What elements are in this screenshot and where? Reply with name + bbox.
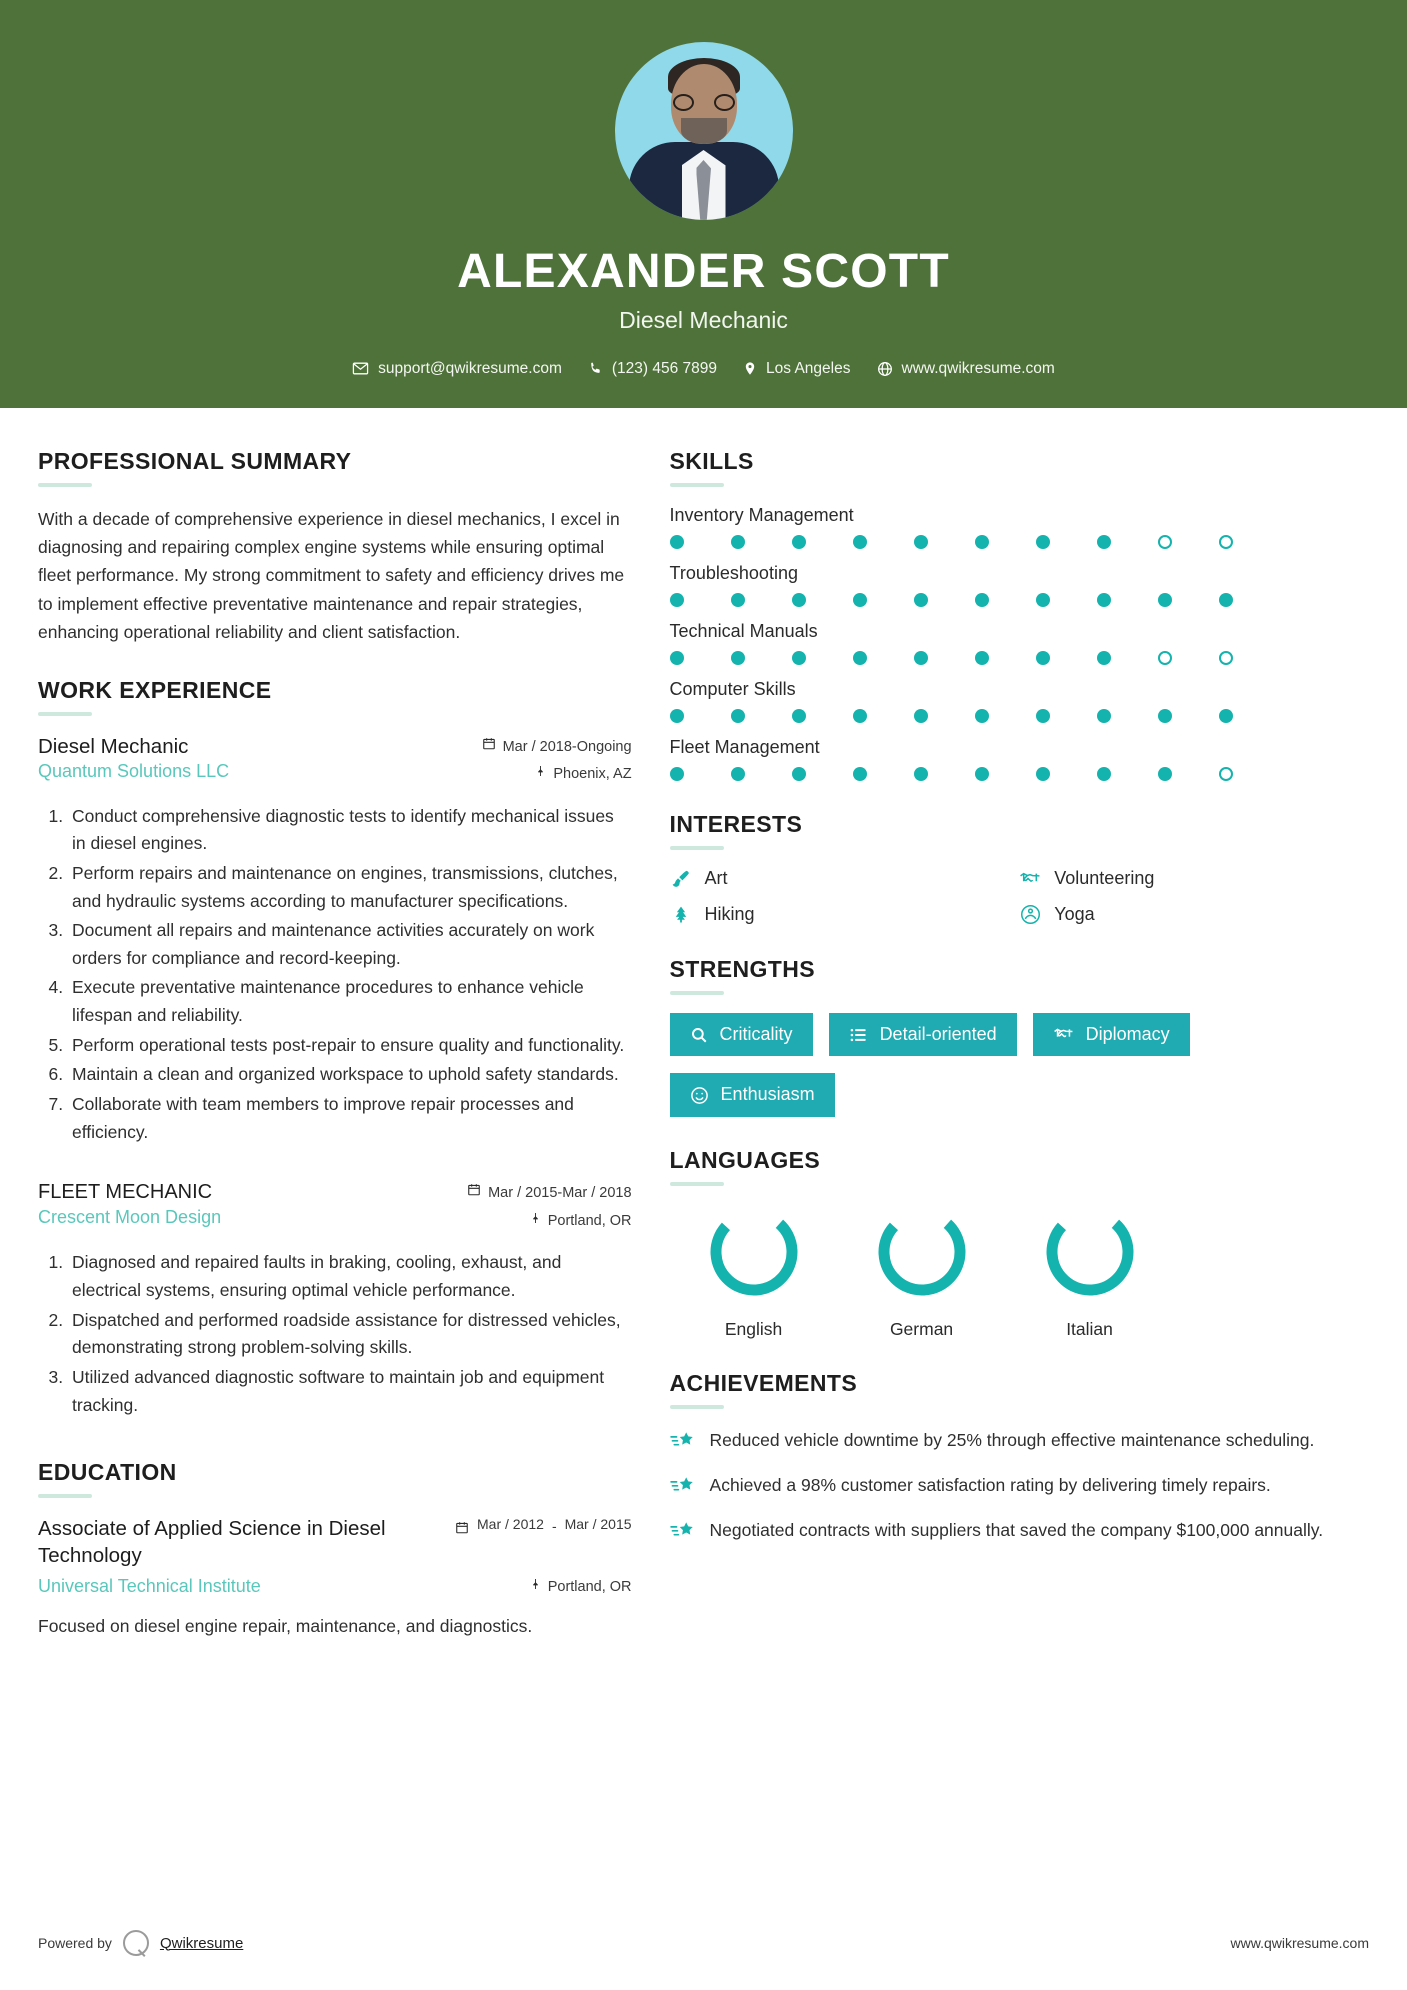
skill-dot-filled [975,767,989,781]
section-rule [670,846,724,850]
duty-item: 2. Perform repairs and maintenance on engines, transmissions, clutches, and hydraulic systems according to manufacturer specifications. [68,860,632,915]
section-rule [38,483,92,487]
skills-list [670,505,1369,781]
job-duties [38,803,632,1147]
skill-dot-filled [914,709,928,723]
education-school: Universal Technical Institute [38,1575,261,1596]
smiley-icon [690,1086,709,1105]
skill-label: Fleet Management [669,736,820,757]
right-column [670,448,1369,1902]
strength-chip-diplomacy [1033,1013,1190,1057]
footer-website[interactable]: www.qwikresume.com [1230,1935,1369,1951]
achievement-item [670,1427,1369,1457]
section-title-skills: SKILLS [669,447,754,474]
language-item [838,1204,1006,1340]
contact-website-text: www.qwikresume.com [901,359,1055,377]
achievement-text: Negotiated contracts with suppliers that saved the company $100,000 annually. [709,1519,1324,1540]
interest-item [1019,904,1369,926]
job-title: Diesel Mechanic [38,734,189,758]
duty-item: 3. Document all repairs and maintenance activities accurately on work orders for compliance and record-keeping. [68,917,632,972]
skill-dot-filled [1097,593,1111,607]
contact-location-text: Los Angeles [766,359,851,377]
education-dates: Mar / 2012 - Mar / 2015 [455,1516,632,1538]
language-item [1006,1204,1174,1340]
skill-dot-filled [1158,593,1172,607]
duty-item: 4. Execute preventative maintenance procedures to enhance vehicle lifespan and reliability. [68,974,632,1029]
skill-dot-filled [670,651,684,665]
skill-dot-filled [731,651,745,665]
strength-chip-enthusiasm [670,1073,835,1117]
job-dates-text: Mar / 2015-Mar / 2018 [488,1185,632,1202]
education-description: Focused on diesel engine repair, maintenance, and diagnostics. [38,1616,533,1637]
job-dates [467,1180,631,1208]
skill-dot-filled [731,535,745,549]
skill-dot-filled [1036,767,1050,781]
phone-icon [588,361,603,376]
skill-dot-filled [670,593,684,607]
education-section [38,1459,632,1639]
education-date-end: Mar / 2015 [564,1516,632,1533]
contact-phone-text: (123) 456 7899 [611,359,718,377]
skill-dot-filled [853,709,867,723]
section-rule [670,1182,724,1186]
section-title-strengths: STRENGTHS [669,955,815,982]
skill-item [670,621,1369,665]
contact-phone[interactable] [588,360,717,378]
skill-label: Inventory Management [669,504,854,525]
skill-dot-empty [1158,535,1172,549]
skill-dot-filled [1036,535,1050,549]
skill-label: Computer Skills [669,678,796,699]
skill-dot-filled [1097,767,1111,781]
skill-dot-filled [1158,709,1172,723]
skill-dot-filled [914,651,928,665]
skill-item [670,505,1369,549]
job-title: FLEET MECHANIC [38,1181,213,1204]
duty-item: 6. Maintain a clean and organized workspace to uphold safety standards. [68,1061,632,1089]
skill-dot-filled [1097,709,1111,723]
skill-dot-filled [914,535,928,549]
duty-item: 1. Diagnosed and repaired faults in braking, cooling, exhaust, and electrical systems, ensuring optimal vehicle performance. [68,1249,632,1304]
resume-body [0,408,1407,1902]
section-title-interests: INTERESTS [669,810,803,837]
languages-section [670,1147,1369,1340]
language-label: German [889,1318,954,1339]
skill-dot-filled [1219,709,1233,723]
language-progress-ring [874,1204,970,1300]
skill-dot-filled [670,767,684,781]
calendar-icon [467,1180,481,1208]
languages-list [670,1204,1369,1340]
interests-section [670,811,1369,926]
job-company: Quantum Solutions LLC [38,761,230,782]
interest-label: Volunteering [1054,868,1155,889]
achievements-section [670,1370,1369,1547]
professional-summary-section [38,448,632,647]
skill-dot-filled [1097,651,1111,665]
achievement-item [670,1472,1369,1502]
job-location [482,761,632,789]
job-dates [482,734,632,762]
education-location-text: Portland, OR [547,1578,632,1595]
skill-dot-filled [975,709,989,723]
skill-dot-filled [975,593,989,607]
job-location-text: Phoenix, AZ [553,766,632,783]
contact-bar [0,360,1407,378]
job-duties [38,1249,632,1419]
skill-rating [670,535,1369,549]
duty-item: 5. Perform operational tests post-repair to ensure quality and functionality. [68,1032,632,1060]
skill-dot-filled [792,767,806,781]
strengths-list [670,1013,1369,1117]
work-experience-section [38,677,632,1420]
section-rule [670,483,724,487]
duty-item: 2. Dispatched and performed roadside assistance for distressed vehicles, demonstrating strong problem-solving skills. [68,1307,632,1362]
skill-dot-empty [1219,535,1233,549]
skill-dot-filled [853,593,867,607]
resume-header [0,0,1407,408]
contact-email-text: support@qwikresume.com [378,359,562,377]
interest-item [670,904,1020,926]
section-title-languages: LANGUAGES [669,1146,821,1173]
shooting-star-icon [670,1430,696,1457]
skill-item [670,737,1369,781]
duty-item: 1. Conduct comprehensive diagnostic tests to identify mechanical issues in diesel engines. [68,803,632,858]
skill-dot-filled [731,593,745,607]
interest-label: Yoga [1054,904,1095,925]
skill-dot-filled [1219,593,1233,607]
language-label: English [724,1318,783,1339]
duty-item: 7. Collaborate with team members to improve repair processes and efficiency. [68,1091,632,1146]
achievement-text: Achieved a 98% customer satisfaction rating by delivering timely repairs. [709,1474,1271,1495]
candidate-name: ALEXANDER SCOTT [457,245,950,298]
job-dates-text: Mar / 2018-Ongoing [502,738,632,755]
strength-chip-detail-oriented [829,1013,1017,1057]
skill-rating [670,709,1369,723]
achievement-item [670,1517,1369,1547]
skill-dot-filled [1097,535,1111,549]
duty-item: 3. Utilized advanced diagnostic software to maintain job and equipment tracking. [68,1364,632,1419]
education-location [530,1574,632,1602]
education-degree: Associate of Applied Science in Diesel Technology [38,1517,386,1567]
tree-icon [670,904,692,926]
strength-label: Diplomacy [1085,1023,1170,1044]
job-location [467,1208,631,1236]
job-location-text: Portland, OR [547,1212,632,1229]
skill-item [670,679,1369,723]
strength-label: Enthusiasm [720,1084,815,1105]
contact-website[interactable] [877,360,1055,378]
job-entry [38,734,632,1147]
section-rule [670,991,724,995]
skill-dot-filled [731,767,745,781]
interest-label: Art [704,868,728,889]
skill-dot-empty [1219,767,1233,781]
shooting-star-icon [670,1475,696,1502]
skills-section [670,448,1369,781]
skill-dot-filled [1036,651,1050,665]
skill-dot-filled [792,651,806,665]
skill-dot-filled [975,651,989,665]
skill-dot-filled [853,767,867,781]
interest-label: Hiking [704,904,755,925]
section-title-work: WORK EXPERIENCE [38,676,272,703]
skill-dot-filled [670,709,684,723]
skill-dot-filled [914,593,928,607]
qwikresume-brand-link[interactable]: Qwikresume [159,1934,244,1952]
pin-icon [530,1574,541,1602]
skill-dot-filled [731,709,745,723]
mail-icon [352,360,369,377]
skill-rating [670,767,1369,781]
language-item [670,1204,838,1340]
education-date-start: Mar / 2012 [477,1516,544,1533]
strength-label: Criticality [719,1023,793,1044]
powered-by-label: Powered by [38,1935,112,1951]
strength-chip-criticality [670,1013,813,1057]
paintbrush-icon [670,868,692,890]
language-progress-ring [706,1204,802,1300]
skill-dot-filled [1036,593,1050,607]
skill-dot-filled [792,535,806,549]
section-title-achievements: ACHIEVEMENTS [669,1369,858,1396]
section-title-summary: PROFESSIONAL SUMMARY [38,447,352,474]
skill-item [670,563,1369,607]
job-entry [38,1180,632,1419]
pin-icon [530,1208,541,1236]
achievement-text: Reduced vehicle downtime by 25% through effective maintenance scheduling. [709,1429,1315,1450]
skill-dot-filled [1158,767,1172,781]
section-title-education: EDUCATION [38,1459,177,1486]
section-rule [38,712,92,716]
qwikresume-logo-icon [123,1930,149,1956]
job-company: Crescent Moon Design [38,1207,222,1228]
skill-label: Technical Manuals [669,620,818,641]
skill-dot-filled [670,535,684,549]
skill-dot-empty [1158,651,1172,665]
search-icon [690,1026,708,1044]
skill-dot-filled [792,709,806,723]
yoga-icon [1019,904,1041,926]
skill-dot-filled [975,535,989,549]
left-column [38,448,632,1902]
skill-dot-filled [792,593,806,607]
contact-email[interactable] [352,360,562,378]
candidate-role: Diesel Mechanic [619,306,788,333]
avatar [615,42,793,220]
skill-dot-filled [1036,709,1050,723]
interest-item [670,868,1020,890]
list-icon [849,1026,868,1044]
shooting-star-icon [670,1520,696,1547]
globe-icon [877,361,893,377]
contact-location[interactable] [743,360,850,378]
language-label: Italian [1066,1318,1113,1339]
skill-dot-filled [914,767,928,781]
handshake-icon [1019,868,1041,890]
pin-icon [535,761,546,789]
section-rule [670,1405,724,1409]
skill-dot-empty [1219,651,1233,665]
language-progress-ring [1042,1204,1138,1300]
skill-dot-filled [853,651,867,665]
location-pin-icon [743,360,757,377]
handshake-icon [1053,1026,1074,1043]
summary-text: With a decade of comprehensive experience in diesel mechanics, I excel in diagnosing and repairing complex engine systems while ensuring optimal fleet performance. My strong commitment to safety and efficiency drives me to implement effective preventative maintenance and repair strategies, enhancing operational reliability and client satisfaction. [38,508,625,643]
resume-footer [0,1902,1407,1990]
skill-label: Troubleshooting [669,562,798,583]
strengths-section [670,956,1369,1117]
section-rule [38,1494,92,1498]
skill-rating [670,593,1369,607]
skill-rating [670,651,1369,665]
skill-dot-filled [853,535,867,549]
strength-label: Detail-oriented [879,1023,997,1044]
powered-by [38,1930,243,1956]
calendar-icon [455,1520,469,1538]
interest-item [1019,868,1369,890]
calendar-icon [482,734,496,762]
interests-list [670,868,1369,926]
